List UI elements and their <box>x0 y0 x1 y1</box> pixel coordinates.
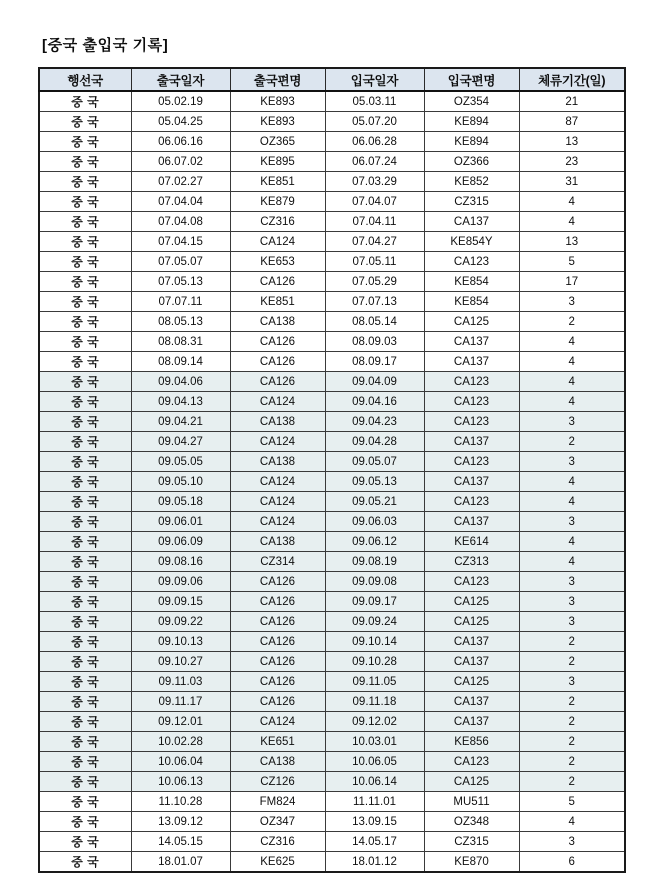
cell-destination: 중 국 <box>39 852 131 873</box>
table-row <box>39 332 625 352</box>
cell-destination: 중 국 <box>39 432 131 452</box>
cell-destination: 중 국 <box>39 632 131 652</box>
table-row <box>39 492 625 512</box>
cell-destination: 중 국 <box>39 812 131 832</box>
cell-departure_date: 07.04.15 <box>131 232 230 252</box>
cell-departure_flight: KE625 <box>230 852 325 873</box>
cell-departure_flight: CA126 <box>230 352 325 372</box>
table-row <box>39 652 625 672</box>
cell-departure_flight: CA124 <box>230 492 325 512</box>
cell-departure_flight: KE851 <box>230 172 325 192</box>
cell-destination: 중 국 <box>39 132 131 152</box>
cell-arrival_date: 10.06.05 <box>325 752 424 772</box>
cell-destination: 중 국 <box>39 572 131 592</box>
cell-stay_days: 3 <box>519 612 625 632</box>
cell-departure_date: 11.10.28 <box>131 792 230 812</box>
cell-destination: 중 국 <box>39 172 131 192</box>
table-row <box>39 552 625 572</box>
cell-departure_flight: CA138 <box>230 412 325 432</box>
cell-arrival_date: 09.09.08 <box>325 572 424 592</box>
cell-departure_date: 07.05.07 <box>131 252 230 272</box>
cell-stay_days: 2 <box>519 312 625 332</box>
column-header-destination: 행선국 <box>39 68 131 91</box>
cell-departure_date: 07.04.04 <box>131 192 230 212</box>
cell-stay_days: 2 <box>519 692 625 712</box>
cell-arrival_flight: OZ366 <box>424 152 519 172</box>
table-row <box>39 292 625 312</box>
cell-arrival_date: 09.11.18 <box>325 692 424 712</box>
cell-arrival_date: 18.01.12 <box>325 852 424 873</box>
cell-arrival_flight: OZ348 <box>424 812 519 832</box>
cell-arrival_flight: KE894 <box>424 112 519 132</box>
cell-arrival_flight: CA137 <box>424 512 519 532</box>
cell-departure_flight: CA126 <box>230 272 325 292</box>
cell-departure_flight: CA124 <box>230 392 325 412</box>
cell-stay_days: 13 <box>519 232 625 252</box>
cell-arrival_date: 08.09.03 <box>325 332 424 352</box>
cell-arrival_date: 09.05.21 <box>325 492 424 512</box>
cell-stay_days: 4 <box>519 492 625 512</box>
cell-stay_days: 4 <box>519 192 625 212</box>
cell-arrival_flight: CA125 <box>424 612 519 632</box>
cell-arrival_flight: CZ315 <box>424 832 519 852</box>
cell-stay_days: 3 <box>519 512 625 532</box>
cell-departure_flight: CA126 <box>230 612 325 632</box>
cell-departure_flight: CA126 <box>230 592 325 612</box>
table-row <box>39 692 625 712</box>
cell-arrival_flight: CA125 <box>424 672 519 692</box>
cell-stay_days: 4 <box>519 352 625 372</box>
cell-stay_days: 3 <box>519 572 625 592</box>
cell-arrival_date: 09.09.24 <box>325 612 424 632</box>
table-row <box>39 772 625 792</box>
cell-destination: 중 국 <box>39 512 131 532</box>
table-row <box>39 572 625 592</box>
cell-departure_date: 09.04.13 <box>131 392 230 412</box>
cell-departure_date: 08.09.14 <box>131 352 230 372</box>
cell-departure_date: 07.02.27 <box>131 172 230 192</box>
cell-departure_flight: CA138 <box>230 312 325 332</box>
cell-departure_flight: CA138 <box>230 452 325 472</box>
cell-departure_flight: CZ316 <box>230 832 325 852</box>
column-header-arrival-date: 입국일자 <box>325 68 424 91</box>
cell-destination: 중 국 <box>39 332 131 352</box>
cell-arrival_flight: CA123 <box>424 752 519 772</box>
cell-departure_date: 09.10.27 <box>131 652 230 672</box>
column-header-departure-date: 출국일자 <box>131 68 230 91</box>
cell-destination: 중 국 <box>39 732 131 752</box>
cell-stay_days: 3 <box>519 292 625 312</box>
table-row <box>39 192 625 212</box>
cell-destination: 중 국 <box>39 91 131 112</box>
cell-stay_days: 4 <box>519 532 625 552</box>
table-row <box>39 672 625 692</box>
cell-arrival_date: 08.09.17 <box>325 352 424 372</box>
cell-arrival_flight: CA123 <box>424 572 519 592</box>
cell-arrival_flight: CA125 <box>424 772 519 792</box>
cell-departure_flight: KE893 <box>230 112 325 132</box>
cell-stay_days: 2 <box>519 652 625 672</box>
cell-departure_date: 09.06.01 <box>131 512 230 532</box>
table-header-row <box>39 68 625 91</box>
cell-arrival_flight: KE854 <box>424 292 519 312</box>
cell-destination: 중 국 <box>39 152 131 172</box>
cell-stay_days: 87 <box>519 112 625 132</box>
cell-destination: 중 국 <box>39 212 131 232</box>
cell-stay_days: 31 <box>519 172 625 192</box>
cell-departure_date: 09.11.17 <box>131 692 230 712</box>
table-row <box>39 152 625 172</box>
cell-destination: 중 국 <box>39 112 131 132</box>
cell-stay_days: 4 <box>519 552 625 572</box>
cell-arrival_flight: CA137 <box>424 472 519 492</box>
cell-arrival_date: 09.09.17 <box>325 592 424 612</box>
cell-departure_flight: CA124 <box>230 472 325 492</box>
cell-arrival_date: 07.03.29 <box>325 172 424 192</box>
table-row <box>39 372 625 392</box>
cell-arrival_flight: CA123 <box>424 252 519 272</box>
cell-arrival_flight: CA137 <box>424 332 519 352</box>
cell-departure_flight: CA124 <box>230 712 325 732</box>
cell-stay_days: 3 <box>519 832 625 852</box>
cell-departure_flight: FM824 <box>230 792 325 812</box>
cell-departure_flight: CA126 <box>230 332 325 352</box>
cell-departure_flight: CZ314 <box>230 552 325 572</box>
cell-destination: 중 국 <box>39 472 131 492</box>
cell-arrival_date: 13.09.15 <box>325 812 424 832</box>
cell-departure_date: 09.12.01 <box>131 712 230 732</box>
cell-departure_flight: KE851 <box>230 292 325 312</box>
cell-departure_date: 07.05.13 <box>131 272 230 292</box>
cell-arrival_flight: KE852 <box>424 172 519 192</box>
cell-stay_days: 13 <box>519 132 625 152</box>
cell-departure_flight: CA126 <box>230 572 325 592</box>
cell-destination: 중 국 <box>39 772 131 792</box>
cell-departure_date: 09.11.03 <box>131 672 230 692</box>
cell-destination: 중 국 <box>39 392 131 412</box>
cell-destination: 중 국 <box>39 552 131 572</box>
cell-arrival_date: 09.06.03 <box>325 512 424 532</box>
cell-destination: 중 국 <box>39 652 131 672</box>
cell-departure_date: 09.08.16 <box>131 552 230 572</box>
cell-destination: 중 국 <box>39 692 131 712</box>
cell-departure_date: 07.04.08 <box>131 212 230 232</box>
cell-arrival_flight: KE854Y <box>424 232 519 252</box>
cell-arrival_date: 09.04.28 <box>325 432 424 452</box>
cell-destination: 중 국 <box>39 792 131 812</box>
cell-departure_flight: CA138 <box>230 532 325 552</box>
cell-arrival_flight: KE870 <box>424 852 519 873</box>
table-row <box>39 252 625 272</box>
cell-departure_date: 09.04.06 <box>131 372 230 392</box>
cell-stay_days: 2 <box>519 752 625 772</box>
cell-departure_date: 09.09.06 <box>131 572 230 592</box>
cell-arrival_flight: KE614 <box>424 532 519 552</box>
table-row <box>39 412 625 432</box>
table-row <box>39 212 625 232</box>
cell-stay_days: 3 <box>519 412 625 432</box>
cell-arrival_flight: CA137 <box>424 692 519 712</box>
table-row <box>39 452 625 472</box>
cell-departure_flight: CA126 <box>230 652 325 672</box>
cell-stay_days: 2 <box>519 432 625 452</box>
cell-departure_flight: KE653 <box>230 252 325 272</box>
table-row <box>39 732 625 752</box>
cell-arrival_flight: CZ315 <box>424 192 519 212</box>
cell-arrival_date: 09.11.05 <box>325 672 424 692</box>
cell-arrival_date: 05.07.20 <box>325 112 424 132</box>
table-row <box>39 512 625 532</box>
cell-departure_flight: CA124 <box>230 432 325 452</box>
cell-arrival_flight: OZ354 <box>424 91 519 112</box>
table-row <box>39 91 625 112</box>
cell-destination: 중 국 <box>39 492 131 512</box>
cell-arrival_date: 09.06.12 <box>325 532 424 552</box>
page-title: [중국 출입국 기록] <box>42 37 169 54</box>
cell-departure_date: 09.10.13 <box>131 632 230 652</box>
cell-stay_days: 3 <box>519 672 625 692</box>
cell-departure_date: 08.05.13 <box>131 312 230 332</box>
cell-arrival_date: 07.04.27 <box>325 232 424 252</box>
table-row <box>39 312 625 332</box>
cell-departure_date: 05.02.19 <box>131 91 230 112</box>
cell-arrival_flight: KE894 <box>424 132 519 152</box>
cell-arrival_flight: KE856 <box>424 732 519 752</box>
table-row <box>39 632 625 652</box>
cell-departure_date: 06.06.16 <box>131 132 230 152</box>
cell-departure_date: 05.04.25 <box>131 112 230 132</box>
cell-departure_flight: KE651 <box>230 732 325 752</box>
cell-arrival_flight: KE854 <box>424 272 519 292</box>
cell-arrival_date: 09.04.16 <box>325 392 424 412</box>
table-row <box>39 612 625 632</box>
cell-arrival_flight: CA123 <box>424 492 519 512</box>
table-row <box>39 112 625 132</box>
cell-stay_days: 5 <box>519 252 625 272</box>
cell-stay_days: 4 <box>519 332 625 352</box>
cell-stay_days: 2 <box>519 772 625 792</box>
table-row <box>39 812 625 832</box>
cell-arrival_flight: CA137 <box>424 432 519 452</box>
cell-stay_days: 2 <box>519 632 625 652</box>
cell-arrival_date: 09.05.07 <box>325 452 424 472</box>
cell-arrival_date: 06.07.24 <box>325 152 424 172</box>
cell-arrival_date: 11.11.01 <box>325 792 424 812</box>
cell-departure_date: 10.02.28 <box>131 732 230 752</box>
cell-stay_days: 17 <box>519 272 625 292</box>
cell-stay_days: 23 <box>519 152 625 172</box>
cell-stay_days: 4 <box>519 472 625 492</box>
table-row <box>39 592 625 612</box>
cell-arrival_date: 07.07.13 <box>325 292 424 312</box>
cell-departure_date: 18.01.07 <box>131 852 230 873</box>
cell-stay_days: 3 <box>519 592 625 612</box>
cell-arrival_date: 09.04.23 <box>325 412 424 432</box>
table-row <box>39 852 625 873</box>
cell-arrival_flight: CA137 <box>424 632 519 652</box>
cell-departure_date: 09.05.05 <box>131 452 230 472</box>
table-row <box>39 792 625 812</box>
column-header-arrival-flight: 입국편명 <box>424 68 519 91</box>
cell-departure_flight: OZ347 <box>230 812 325 832</box>
cell-stay_days: 4 <box>519 392 625 412</box>
cell-departure_flight: CA126 <box>230 672 325 692</box>
cell-arrival_flight: CA137 <box>424 652 519 672</box>
cell-arrival_date: 08.05.14 <box>325 312 424 332</box>
cell-departure_date: 10.06.04 <box>131 752 230 772</box>
cell-arrival_flight: CA123 <box>424 372 519 392</box>
cell-arrival_flight: MU511 <box>424 792 519 812</box>
cell-arrival_flight: CA137 <box>424 212 519 232</box>
column-header-stay-days: 체류기간(일) <box>519 68 625 91</box>
cell-destination: 중 국 <box>39 712 131 732</box>
table-row <box>39 172 625 192</box>
column-header-departure-flight: 출국편명 <box>230 68 325 91</box>
cell-departure_date: 09.05.10 <box>131 472 230 492</box>
entry-exit-records-table <box>38 67 626 873</box>
table-row <box>39 532 625 552</box>
cell-arrival_flight: CA123 <box>424 392 519 412</box>
cell-arrival_flight: CA123 <box>424 452 519 472</box>
cell-destination: 중 국 <box>39 672 131 692</box>
cell-destination: 중 국 <box>39 312 131 332</box>
cell-stay_days: 4 <box>519 212 625 232</box>
cell-destination: 중 국 <box>39 412 131 432</box>
cell-departure_date: 09.09.15 <box>131 592 230 612</box>
cell-stay_days: 3 <box>519 452 625 472</box>
cell-destination: 중 국 <box>39 452 131 472</box>
cell-departure_date: 06.07.02 <box>131 152 230 172</box>
cell-destination: 중 국 <box>39 352 131 372</box>
cell-departure_date: 09.09.22 <box>131 612 230 632</box>
cell-destination: 중 국 <box>39 592 131 612</box>
cell-arrival_date: 09.12.02 <box>325 712 424 732</box>
cell-arrival_date: 07.05.11 <box>325 252 424 272</box>
cell-stay_days: 21 <box>519 91 625 112</box>
cell-destination: 중 국 <box>39 292 131 312</box>
cell-stay_days: 4 <box>519 372 625 392</box>
cell-departure_flight: CA124 <box>230 232 325 252</box>
cell-departure_date: 09.06.09 <box>131 532 230 552</box>
cell-departure_date: 14.05.15 <box>131 832 230 852</box>
cell-destination: 중 국 <box>39 372 131 392</box>
cell-departure_date: 09.04.21 <box>131 412 230 432</box>
cell-departure_date: 13.09.12 <box>131 812 230 832</box>
table-row <box>39 272 625 292</box>
cell-stay_days: 6 <box>519 852 625 873</box>
cell-departure_flight: KE893 <box>230 91 325 112</box>
cell-arrival_date: 09.08.19 <box>325 552 424 572</box>
cell-arrival_date: 07.05.29 <box>325 272 424 292</box>
cell-departure_flight: CA124 <box>230 512 325 532</box>
cell-departure_flight: CA138 <box>230 752 325 772</box>
cell-destination: 중 국 <box>39 532 131 552</box>
cell-stay_days: 2 <box>519 712 625 732</box>
cell-arrival_date: 07.04.11 <box>325 212 424 232</box>
table-row <box>39 392 625 412</box>
cell-departure_flight: CZ316 <box>230 212 325 232</box>
cell-destination: 중 국 <box>39 232 131 252</box>
cell-departure_flight: KE895 <box>230 152 325 172</box>
cell-departure_flight: CA126 <box>230 632 325 652</box>
cell-departure_date: 08.08.31 <box>131 332 230 352</box>
cell-arrival_date: 14.05.17 <box>325 832 424 852</box>
cell-destination: 중 국 <box>39 752 131 772</box>
table-header <box>39 68 625 91</box>
cell-arrival_flight: CA125 <box>424 592 519 612</box>
cell-stay_days: 2 <box>519 732 625 752</box>
cell-arrival_date: 07.04.07 <box>325 192 424 212</box>
cell-destination: 중 국 <box>39 272 131 292</box>
table-row <box>39 472 625 492</box>
cell-departure_date: 09.04.27 <box>131 432 230 452</box>
cell-arrival_date: 06.06.28 <box>325 132 424 152</box>
cell-departure_date: 09.05.18 <box>131 492 230 512</box>
cell-departure_flight: CZ126 <box>230 772 325 792</box>
table-body <box>39 91 625 872</box>
cell-departure_flight: KE879 <box>230 192 325 212</box>
cell-arrival_date: 09.04.09 <box>325 372 424 392</box>
cell-arrival_flight: CA137 <box>424 712 519 732</box>
cell-destination: 중 국 <box>39 192 131 212</box>
cell-destination: 중 국 <box>39 612 131 632</box>
cell-arrival_date: 05.03.11 <box>325 91 424 112</box>
table-row <box>39 132 625 152</box>
cell-arrival_date: 09.10.14 <box>325 632 424 652</box>
cell-departure_flight: OZ365 <box>230 132 325 152</box>
table-row <box>39 832 625 852</box>
cell-departure_date: 07.07.11 <box>131 292 230 312</box>
cell-stay_days: 4 <box>519 812 625 832</box>
cell-arrival_date: 10.06.14 <box>325 772 424 792</box>
cell-arrival_flight: CA123 <box>424 412 519 432</box>
cell-departure_flight: CA126 <box>230 692 325 712</box>
cell-arrival_date: 09.05.13 <box>325 472 424 492</box>
cell-arrival_date: 09.10.28 <box>325 652 424 672</box>
cell-arrival_flight: CA125 <box>424 312 519 332</box>
cell-destination: 중 국 <box>39 252 131 272</box>
cell-arrival_date: 10.03.01 <box>325 732 424 752</box>
table-row <box>39 232 625 252</box>
cell-departure_flight: CA126 <box>230 372 325 392</box>
table-row <box>39 432 625 452</box>
table-row <box>39 352 625 372</box>
table-row <box>39 712 625 732</box>
cell-destination: 중 국 <box>39 832 131 852</box>
cell-departure_date: 10.06.13 <box>131 772 230 792</box>
cell-arrival_flight: CZ313 <box>424 552 519 572</box>
cell-stay_days: 5 <box>519 792 625 812</box>
cell-arrival_flight: CA137 <box>424 352 519 372</box>
